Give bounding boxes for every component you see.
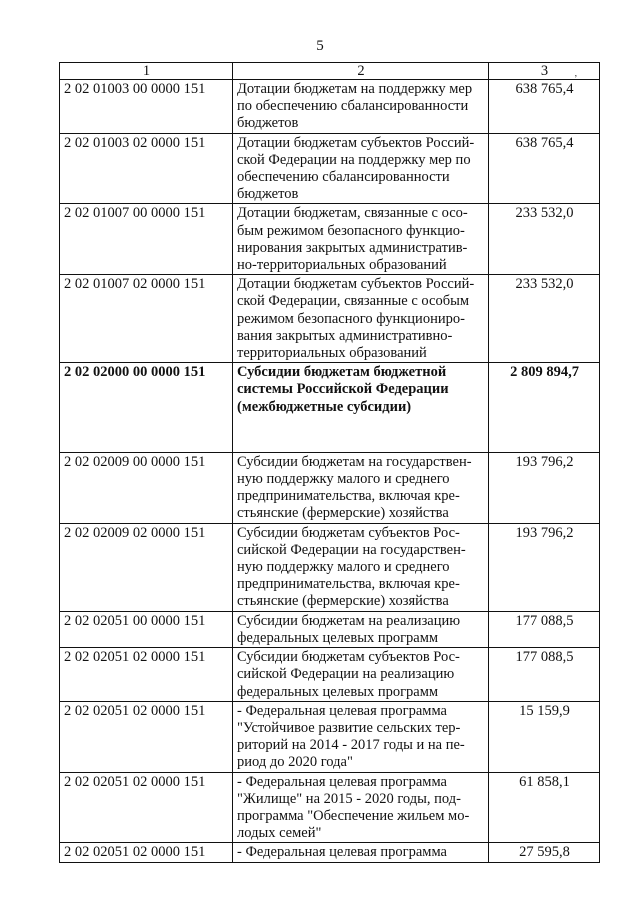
description-line: системы Российской Федерации [237,381,449,398]
budget-code-cell: 2 02 02051 02 0000 151 [60,701,233,772]
description-line: Субсидии бюджетам субъектов Рос- [237,524,460,541]
budget-code-cell: 2 02 02051 02 0000 151 [60,648,233,702]
column-header-description: 2 [233,63,489,80]
column-header-amount-label: 3 [540,63,549,79]
description-cell [233,701,489,772]
description-line: - Федеральная целевая программа [237,702,447,719]
amount-cell: 233 532,0 [489,275,600,363]
amount-cell: 177 088,5 [489,648,600,702]
scan-mark: , [574,68,577,78]
description-line: Субсидии бюджетам на государствен- [237,453,472,470]
table-row [60,843,600,862]
description-line: "Устойчивое развитие сельских тер- [237,719,461,736]
description-cell [233,772,489,843]
amount-cell: 193 796,2 [489,452,600,523]
table-row [60,452,600,523]
budget-code-cell: 2 02 01003 02 0000 151 [60,133,233,204]
description-line: режимом безопасного функциониро- [237,310,465,327]
description-line: ской Федерации, связанные с особым [237,293,470,310]
description-cell [233,80,489,134]
description-line: ную поддержку малого и среднего [237,559,450,576]
description-line: программа "Обеспечение жильем мо- [237,807,470,824]
description-line: Субсидии бюджетам субъектов Рос- [237,649,460,666]
amount-cell: 61 858,1 [489,772,600,843]
description-line: Дотации бюджетам субъектов Россий- [237,134,475,151]
description-line: обеспечению сбалансированности [237,169,450,186]
budget-code-cell: 2 02 01007 02 0000 151 [60,275,233,363]
description-line: предпринимательства, включая кре- [237,488,460,505]
table-row [60,204,600,275]
description-cell [233,275,489,363]
description-cell [233,648,489,702]
budget-revenue-table [59,62,600,863]
amount-cell: 638 765,4 [489,80,600,134]
description-cell [233,133,489,204]
description-line: - Федеральная целевая программа [237,844,447,861]
description-cell [233,204,489,275]
description-line: по обеспечению сбалансированности [237,98,469,115]
description-line: Субсидии бюджетам на реализацию [237,612,461,629]
table-row [60,275,600,363]
table-header-row [60,63,600,80]
description-line: риод до 2020 года" [237,754,353,771]
description-line: предпринимательства, включая кре- [237,576,460,593]
description-line: Дотации бюджетам, связанные с осо- [237,205,468,222]
table-row [60,772,600,843]
budget-code-cell: 2 02 02009 00 0000 151 [60,452,233,523]
table-row [60,80,600,134]
description-line: сийской Федерации на реализацию [237,666,455,683]
amount-cell: 27 595,8 [489,843,600,862]
description-line: стьянские (фермерские) хозяйства [237,593,449,610]
budget-code-cell: 2 02 02051 00 0000 151 [60,611,233,647]
description-cell [233,523,489,611]
budget-code-cell: 2 02 01007 00 0000 151 [60,204,233,275]
description-line: вания закрытых административно- [237,327,453,344]
column-header-amount [489,63,600,80]
description-line: нирования закрытых административ- [237,239,468,256]
description-line: федеральных целевых программ [237,629,439,646]
description-line: федеральных целевых программ [237,683,439,700]
description-line: бым режимом безопасного функцио- [237,222,465,239]
description-line: территориальных образований [237,345,427,362]
budget-code-cell: 2 02 02051 02 0000 151 [60,772,233,843]
description-line: но-территориальных образований [237,257,447,274]
description-line: (межбюджетные субсидии) [237,398,412,415]
amount-cell: 177 088,5 [489,611,600,647]
budget-code-cell: 2 02 01003 00 0000 151 [60,80,233,134]
description-cell [233,611,489,647]
description-line: - Федеральная целевая программа [237,773,447,790]
description-line: сийской Федерации на государствен- [237,541,466,558]
budget-code-cell: 2 02 02051 02 0000 151 [60,843,233,862]
column-header-code: 1 [60,63,233,80]
amount-cell: 193 796,2 [489,523,600,611]
budget-code-cell: 2 02 02009 02 0000 151 [60,523,233,611]
table-body [60,80,600,863]
amount-cell: 638 765,4 [489,133,600,204]
amount-cell: 2 809 894,7 [489,363,600,453]
description-cell [233,363,489,453]
table-row [60,523,600,611]
description-line: Субсидии бюджетам бюджетной [237,364,447,381]
amount-cell: 15 159,9 [489,701,600,772]
table-row [60,701,600,772]
description-cell [233,843,489,862]
budget-code-cell: 2 02 02000 00 0000 151 [60,363,233,453]
description-line: ской Федерации на поддержку мер по [237,151,471,168]
table-row [60,363,600,453]
description-cell [233,452,489,523]
description-line: бюджетов [237,186,299,203]
table-row [60,648,600,702]
description-line: "Жилище" на 2015 - 2020 годы, под- [237,790,461,807]
description-line: риторий на 2014 - 2017 годы и на пе- [237,737,465,754]
description-line: бюджетов [237,115,299,132]
description-line: Дотации бюджетам на поддержку мер [237,81,473,97]
amount-cell: 233 532,0 [489,204,600,275]
table-row [60,611,600,647]
table-row [60,133,600,204]
page-number: 5 [316,38,324,54]
description-line: Дотации бюджетам субъектов Россий- [237,276,475,293]
description-line: стьянские (фермерские) хозяйства [237,505,449,522]
description-line: ную поддержку малого и среднего [237,471,450,488]
description-line: лодых семей" [237,825,322,842]
